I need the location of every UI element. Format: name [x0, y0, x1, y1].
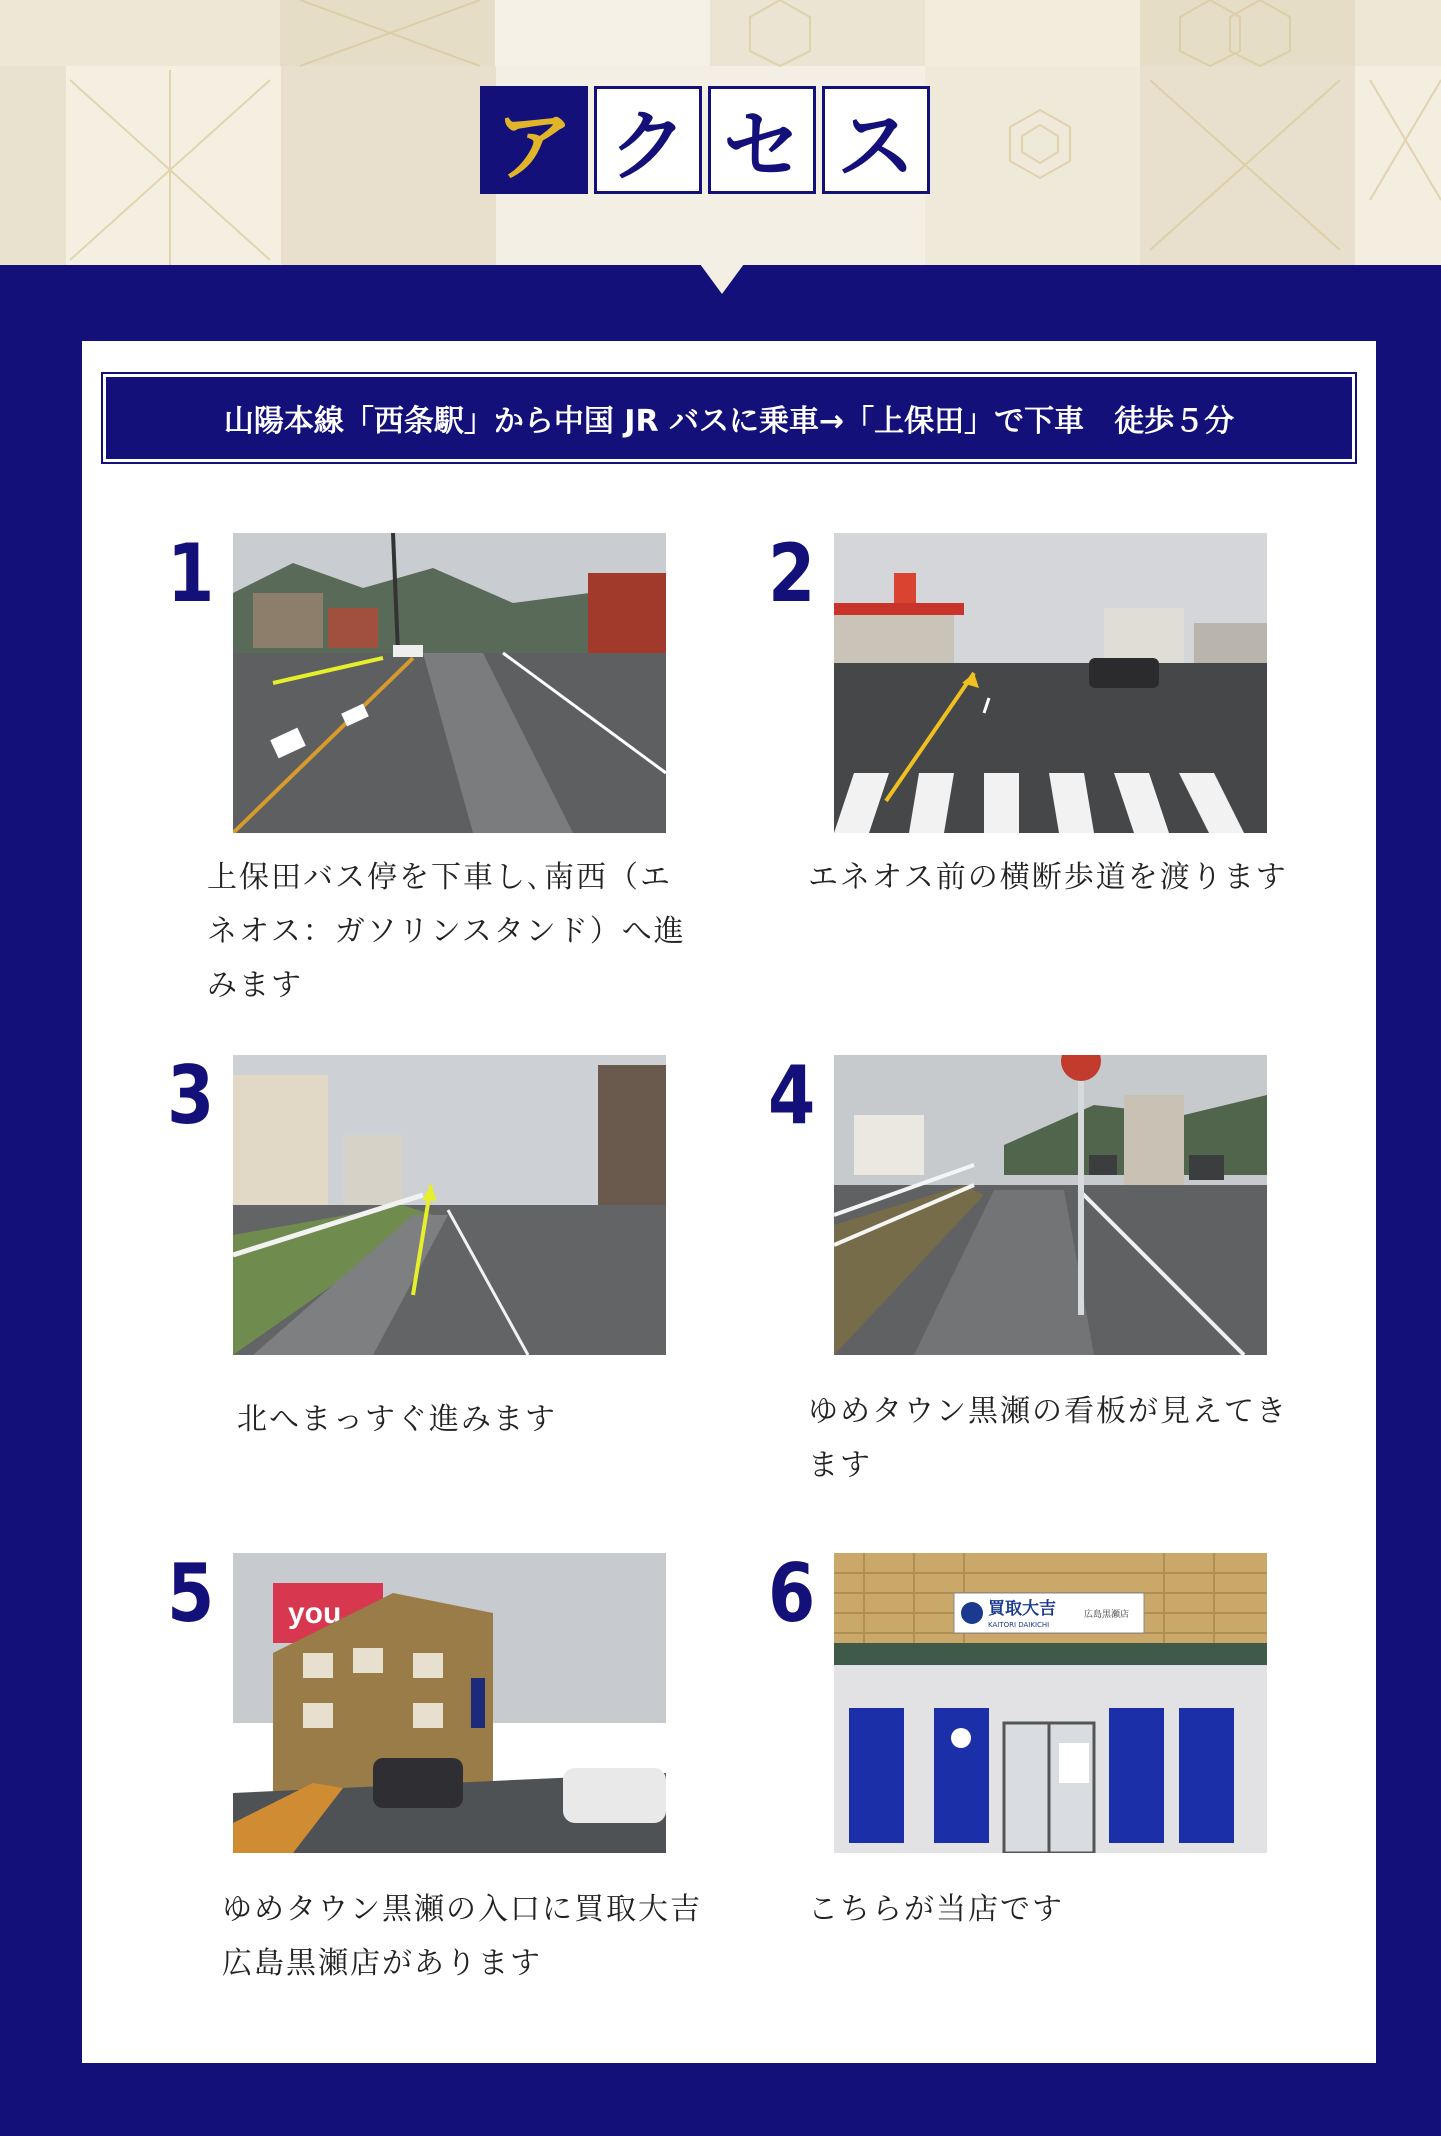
step-number: 3: [167, 1049, 215, 1142]
step-caption: ゆめタウン黒瀬の看板が見えてきます: [808, 1394, 1288, 1483]
title-char: ア: [480, 86, 588, 194]
title-char: ク: [594, 86, 702, 194]
step-number: 2: [768, 527, 816, 620]
step-caption: ゆめタウン黒瀬の入口に買取大吉 広島黒瀬店があります: [222, 1892, 702, 1981]
step-photo: [834, 1055, 1267, 1355]
step-caption: こちらが当店です: [808, 1892, 1064, 1927]
route-banner: 山陽本線「西条駅」から中国 JR バスに乗車→「上保田」で下車 徒歩５分: [106, 377, 1352, 459]
step-number: 1: [167, 527, 215, 620]
mall-sign-text: you: [288, 1597, 342, 1630]
step-caption: 北へまっすぐ進みます: [237, 1402, 557, 1437]
step-photo: [233, 1553, 666, 1853]
store-sign-text: 買取大吉: [988, 1599, 1056, 1619]
step-number: 5: [167, 1547, 215, 1640]
step-photo: [834, 533, 1267, 833]
step-number: 4: [768, 1049, 816, 1142]
step-photo: [834, 1553, 1267, 1853]
header-notch: [700, 264, 744, 294]
header-pattern: [0, 0, 1441, 265]
step-caption: エネオス前の横断歩道を渡ります: [808, 860, 1288, 895]
step-photo: [233, 533, 666, 833]
access-card: [82, 341, 1376, 2063]
step-number: 6: [768, 1547, 816, 1640]
title-char: ス: [822, 86, 930, 194]
store-sign-roman: KAITORI DAIKICHI: [988, 1621, 1050, 1629]
page-title: [480, 86, 930, 194]
step-caption: 上保田バス停を下車し､南西（エネオス：ガソリンスタンド）へ進みます: [207, 860, 686, 1003]
step-photo: [233, 1055, 666, 1355]
store-branch-text: 広島黒瀬店: [1084, 1610, 1130, 1620]
title-char: セ: [708, 86, 816, 194]
